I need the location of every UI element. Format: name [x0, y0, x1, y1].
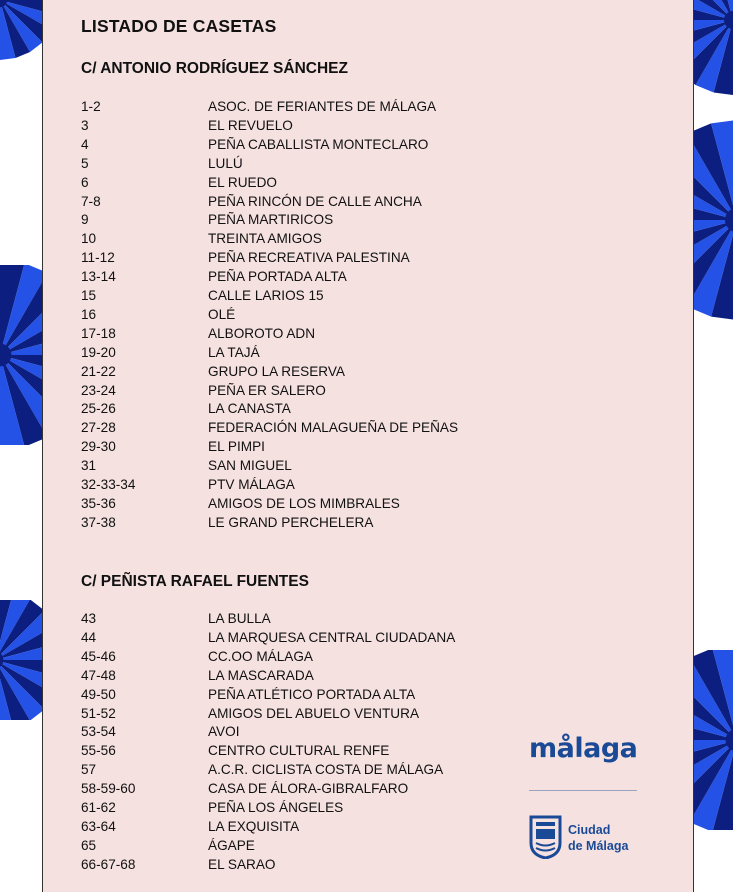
caseta-number: 6	[81, 174, 89, 190]
city-shield-icon	[529, 813, 562, 859]
caseta-name: ÁGAPE	[208, 837, 255, 853]
caseta-number: 3	[81, 117, 89, 133]
fan-decoration-bottom-left	[0, 600, 42, 720]
caseta-number: 10	[81, 231, 97, 247]
caseta-name: EL REVUELO	[208, 117, 293, 133]
caseta-number: 57	[81, 762, 97, 778]
caseta-number: 66-67-68	[81, 856, 136, 872]
caseta-number: 63-64	[81, 818, 116, 834]
caseta-name: LA EXQUISITA	[208, 818, 300, 834]
caseta-number: 49-50	[81, 686, 116, 702]
caseta-number: 25-26	[81, 401, 116, 417]
caseta-name: PEÑA ER SALERO	[208, 382, 326, 398]
caseta-number: 4	[81, 136, 89, 152]
caseta-name: PEÑA RINCÓN DE CALLE ANCHA	[208, 193, 422, 209]
caseta-name: PEÑA LOS ÁNGELES	[208, 800, 344, 815]
logo-text-line-2: de Málaga	[568, 839, 629, 853]
fan-icon	[0, 600, 42, 720]
caseta-name: FEDERACIÓN MALAGUEÑA DE PEÑAS	[208, 420, 459, 436]
caseta-number: 7-8	[81, 193, 101, 209]
caseta-number: 31	[81, 458, 97, 474]
fan-icon	[0, 265, 42, 445]
caseta-name: LA CANASTA	[208, 401, 291, 417]
document-page	[42, 0, 694, 892]
caseta-number: 19-20	[81, 344, 116, 360]
caseta-number: 13-14	[81, 269, 116, 285]
caseta-name: PEÑA RECREATIVA PALESTINA	[208, 250, 410, 266]
logo-text-line-1: Ciudad	[568, 823, 611, 837]
caseta-number: 27-28	[81, 420, 116, 436]
fan-icon	[692, 0, 733, 100]
malaga-brand-logo: målaga	[529, 733, 638, 764]
caseta-name: OLÉ	[208, 306, 236, 322]
caseta-name: PEÑA ATLÉTICO PORTADA ALTA	[208, 686, 416, 702]
caseta-name: PTV MÁLAGA	[208, 477, 295, 492]
caseta-number: 15	[81, 288, 97, 303]
caseta-name: PEÑA MARTIRICOS	[208, 212, 334, 228]
caseta-number: 47-48	[81, 667, 116, 683]
caseta-number: 35-36	[81, 495, 116, 511]
caseta-name: CC.OO MÁLAGA	[208, 648, 313, 664]
caseta-number: 32-33-34	[81, 477, 136, 492]
caseta-number: 65	[81, 837, 97, 853]
caseta-number: 1-2	[81, 99, 101, 114]
caseta-name: ASOC. DE FERIANTES DE MÁLAGA	[208, 99, 437, 114]
caseta-name: AVOI	[208, 724, 240, 740]
caseta-name: PEÑA CABALLISTA MONTECLARO	[208, 136, 429, 152]
caseta-number: 16	[81, 306, 97, 322]
fan-decoration-top-right	[692, 0, 733, 100]
caseta-number: 5	[81, 155, 89, 171]
caseta-number: 37-38	[81, 514, 116, 530]
caseta-name: AMIGOS DEL ABUELO VENTURA	[208, 705, 420, 721]
page-title: LISTADO DE CASETAS	[81, 16, 277, 36]
caseta-name: LA MASCARADA	[208, 667, 314, 683]
caseta-number: 55-56	[81, 743, 116, 759]
fan-decoration-top-left	[0, 0, 42, 60]
caseta-name: LA TAJÁ	[208, 344, 260, 360]
caseta-name: CASA DE ÁLORA-GIBRALFARO	[208, 781, 409, 797]
caseta-number: 44	[81, 629, 97, 645]
caseta-name: CENTRO CULTURAL RENFE	[208, 743, 390, 759]
fan-decoration-bottom-right	[692, 650, 733, 830]
caseta-number: 17-18	[81, 325, 116, 341]
logo-divider	[529, 790, 637, 791]
caseta-number: 23-24	[81, 382, 116, 398]
caseta-name: LE GRAND PERCHELERA	[208, 514, 374, 530]
caseta-number: 11-12	[81, 250, 115, 266]
caseta-name: PEÑA PORTADA ALTA	[208, 269, 347, 285]
caseta-name: LULÚ	[208, 155, 243, 171]
caseta-name: EL SARAO	[208, 856, 276, 872]
caseta-name: ALBOROTO ADN	[208, 325, 316, 341]
caseta-name: CALLE LARIOS 15	[208, 288, 324, 303]
caseta-number: 21-22	[81, 363, 116, 379]
street-heading-1: C/ ANTONIO RODRÍGUEZ SÁNCHEZ	[81, 60, 348, 77]
caseta-number: 61-62	[81, 800, 116, 815]
street-heading-2: C/ PEÑISTA RAFAEL FUENTES	[81, 573, 309, 590]
city-of-malaga-logo-text	[568, 822, 628, 854]
fan-icon	[692, 650, 733, 830]
caseta-name: GRUPO LA RESERVA	[208, 363, 345, 379]
caseta-number: 45-46	[81, 648, 116, 664]
caseta-name: EL PIMPI	[208, 439, 265, 455]
caseta-number: 51-52	[81, 705, 116, 721]
fan-icon	[692, 120, 733, 320]
caseta-name: AMIGOS DE LOS MIMBRALES	[208, 495, 400, 511]
fan-decoration-mid-right	[692, 120, 733, 320]
caseta-number: 58-59-60	[81, 781, 136, 797]
caseta-number: 9	[81, 212, 89, 228]
caseta-name: EL RUEDO	[208, 174, 277, 190]
caseta-name: A.C.R. CICLISTA COSTA DE MÁLAGA	[208, 762, 444, 778]
caseta-number: 29-30	[81, 439, 116, 455]
caseta-name: TREINTA AMIGOS	[208, 231, 322, 247]
caseta-number: 43	[81, 611, 97, 626]
caseta-name: LA BULLA	[208, 611, 271, 626]
caseta-name: SAN MIGUEL	[208, 458, 292, 474]
caseta-name: LA MARQUESA CENTRAL CIUDADANA	[208, 629, 456, 645]
caseta-number: 53-54	[81, 724, 116, 740]
fan-decoration-mid-left	[0, 265, 42, 445]
fan-icon	[0, 0, 42, 60]
